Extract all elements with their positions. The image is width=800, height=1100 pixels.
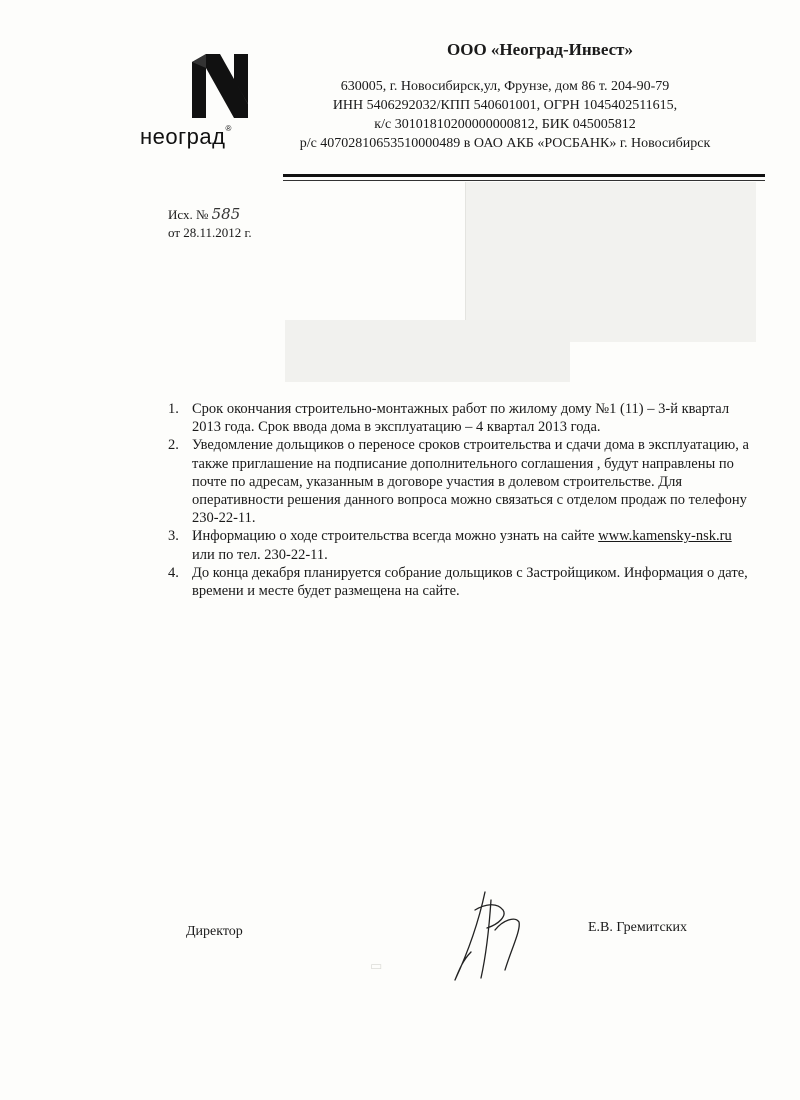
- company-address: 630005, г. Новосибирск,ул, Фрунзе, дом 86 т. 204-90-79: [340, 79, 670, 94]
- letter-body-list: [162, 400, 752, 600]
- list-item-text: или по тел. 230-22-11.: [192, 546, 328, 563]
- list-item: 2. Уведомление дольщиков о переносе сроков строительства и сдачи дома в эксплуатацию, а также приглашение на подписание дополнительного соглашения , будут направлены по почте по адресам, указанным в договоре участия в долевом строительстве. Для оперативности решения данного вопроса можно связаться с отделом продаж по телефону 230-22-11.: [168, 437, 749, 527]
- list-item: 3. Информацию о ходе строительства всегда можно узнать на сайте www.kamensky-nsk.ru или по тел. 230-22-11.: [168, 528, 732, 563]
- stamp-ghost-icon: ▭: [370, 958, 383, 973]
- logo-n-icon: [188, 52, 252, 120]
- company-bank-codes: к/с 30101810200000000812, БИК 045005812: [374, 117, 636, 132]
- reference-prefix: Исх. №: [168, 207, 209, 222]
- list-item-text: Уведомление дольщиков о переносе сроков строительства и сдачи дома в эксплуатацию, а также приглашение на подписание дополнительного соглашения , будут направлены по почте по адресам, указанным в договоре участия в долевом строительстве. Для оперативности решения данного вопроса можно связаться с отделом продаж по телефону 230-22-11.: [192, 437, 749, 527]
- signatory-role: Директор: [186, 924, 243, 939]
- logo-wordmark: неоград®: [140, 124, 232, 149]
- website-link[interactable]: www.kamensky-nsk.ru: [598, 528, 732, 545]
- company-name: ООО «Неоград-Инвест»: [447, 40, 633, 59]
- header-divider-thin: [283, 180, 765, 181]
- list-item: 4. До конца декабря планируется собрание дольщиков с Застройщиком. Информация о дате, времени и месте будет размещена на сайте.: [168, 564, 748, 600]
- list-item-text: До конца декабря планируется собрание дольщиков с Застройщиком. Информация о дате, времени и месте будет размещена на сайте.: [192, 564, 748, 600]
- redacted-addressee: [465, 182, 756, 342]
- handwritten-signature: [445, 890, 525, 985]
- list-item-text: Срок окончания строительно-монтажных работ по жилому дому №1 (11) – 3-й квартал 2013 года. Срок ввода дома в эксплуатацию – 4 квартал 2013 года.: [192, 401, 730, 436]
- redacted-addressee-lower: [285, 320, 570, 382]
- company-tax-ids: ИНН 5406292032/КПП 540601001, ОГРН 1045402511615,: [332, 98, 678, 113]
- reference-date: от 28.11.2012 г.: [168, 225, 252, 240]
- company-logo: [140, 52, 260, 152]
- header-divider-thick: [283, 174, 765, 177]
- signatory-name: Е.В. Гремитских: [588, 920, 687, 935]
- outgoing-reference: [168, 205, 252, 242]
- company-details: [260, 77, 750, 153]
- list-item: 1. Срок окончания строительно-монтажных работ по жилому дому №1 (11) – 3-й квартал 2013 года. Срок ввода дома в эксплуатацию – 4 квартал 2013 года.: [168, 401, 730, 436]
- company-bank-account: р/с 40702810653510000489 в ОАО АКБ «РОСБАНК» г. Новосибирск: [299, 136, 711, 151]
- reference-number: 585: [211, 205, 241, 223]
- list-item-text: Информацию о ходе строительства всегда можно узнать на сайте: [192, 528, 599, 545]
- logo-text: неоград: [140, 124, 226, 149]
